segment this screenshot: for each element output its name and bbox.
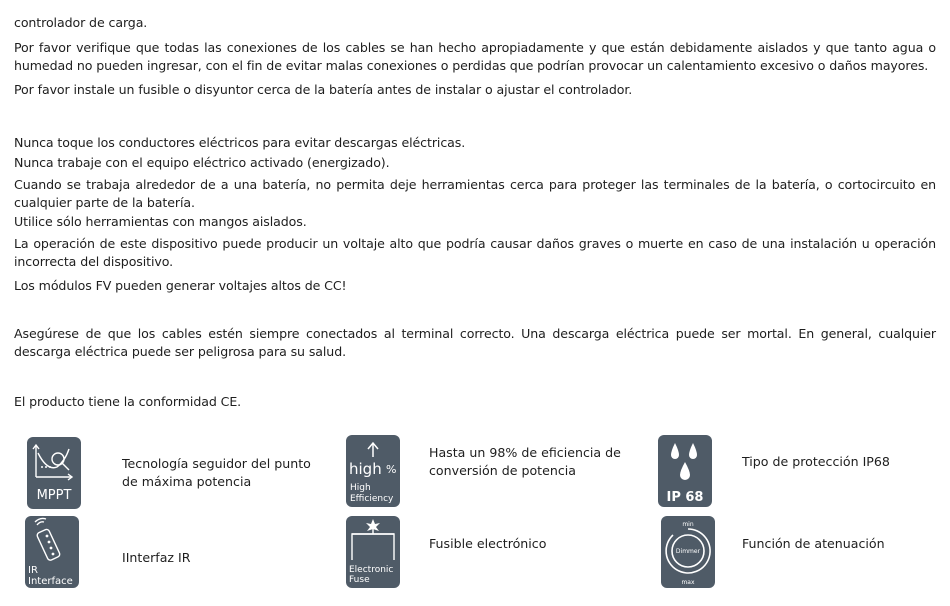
high-efficiency-icon-pct: % bbox=[386, 463, 397, 476]
high-efficiency-icon-line2: Efficiency bbox=[350, 494, 394, 504]
feature-label-mppt: Tecnología seguidor del punto de máxima potencia bbox=[122, 456, 311, 489]
mppt-icon-text: MPPT bbox=[36, 488, 72, 503]
paragraph-never-work-energized: Nunca trabaje con el equipo eléctrico activado (energizado). bbox=[14, 155, 390, 170]
ir-interface-icon-line2: Interface bbox=[28, 576, 73, 587]
high-efficiency-icon bbox=[346, 435, 400, 507]
electronic-fuse-icon bbox=[346, 516, 400, 588]
paragraph-charge-controller: controlador de carga. bbox=[14, 15, 148, 30]
paragraph-install-fuse: Por favor instale un fusible o disyuntor cerca de la batería antes de instalar o ajustar el controlador. bbox=[14, 82, 633, 97]
high-efficiency-icon-text: high bbox=[349, 460, 382, 478]
electronic-fuse-icon-line2: Fuse bbox=[349, 575, 370, 585]
ip68-icon bbox=[658, 435, 712, 507]
paragraph-ce-conformity: El producto tiene la conformidad CE. bbox=[14, 394, 242, 409]
high-efficiency-icon-line1: High bbox=[350, 483, 371, 493]
ip68-icon-text: IP 68 bbox=[666, 490, 704, 505]
feature-label-efficiency: Hasta un 98% de eficiencia de conversión de potencia bbox=[429, 445, 621, 478]
paragraph-high-voltage: La operación de este dispositivo puede producir un voltaje alto que podría causar daños graves o muerte en caso de una instalación u operación incorrecta del dispositivo. bbox=[14, 236, 936, 269]
dimming-icon-max: max bbox=[681, 579, 695, 586]
paragraph-never-touch: Nunca toque los conductores eléctricos para evitar descargas eléctricas. bbox=[14, 135, 466, 150]
paragraph-cables-terminal: Asegúrese de que los cables estén siempre conectados al terminal correcto. Una descarga eléctrica puede ser mortal. En general, cualquier descarga eléctrica puede ser peligrosa para su salud. bbox=[14, 326, 936, 359]
mppt-icon bbox=[27, 437, 81, 509]
dimming-icon bbox=[661, 516, 715, 588]
feature-label-ip68: Tipo de protección IP68 bbox=[742, 454, 890, 469]
paragraph-pv-modules: Los módulos FV pueden generar voltajes altos de CC! bbox=[14, 278, 347, 293]
electronic-fuse-icon-line1: Electronic bbox=[349, 565, 394, 575]
ir-interface-icon bbox=[25, 516, 79, 588]
dimming-icon-min: min bbox=[682, 521, 694, 528]
feature-label-dimming: Función de atenuación bbox=[742, 536, 885, 551]
ir-interface-icon-line1: IR bbox=[28, 565, 38, 576]
paragraph-battery-tools: Cuando se trabaja alrededor de a una batería, no permita deje herramientas cerca para proteger las terminales de la batería, o cortocircuito en cualquier parte de la batería. bbox=[14, 177, 936, 210]
feature-label-ir: IInterfaz IR bbox=[122, 550, 191, 565]
feature-label-fuse: Fusible electrónico bbox=[429, 536, 547, 551]
paragraph-insulated-tools: Utilice sólo herramientas con mangos aislados. bbox=[14, 214, 307, 229]
dimming-icon-mid: Dimmer bbox=[675, 548, 701, 555]
paragraph-cable-connections: Por favor verifique que todas las conexiones de los cables se han hecho apropiadamente y que están debidamente aislados y que tanto agua o humedad no pueden ingresar, con el fin de evitar malas conexiones o perdidas que podrían provocar un calentamiento excesivo o daños mayores. bbox=[14, 40, 936, 73]
